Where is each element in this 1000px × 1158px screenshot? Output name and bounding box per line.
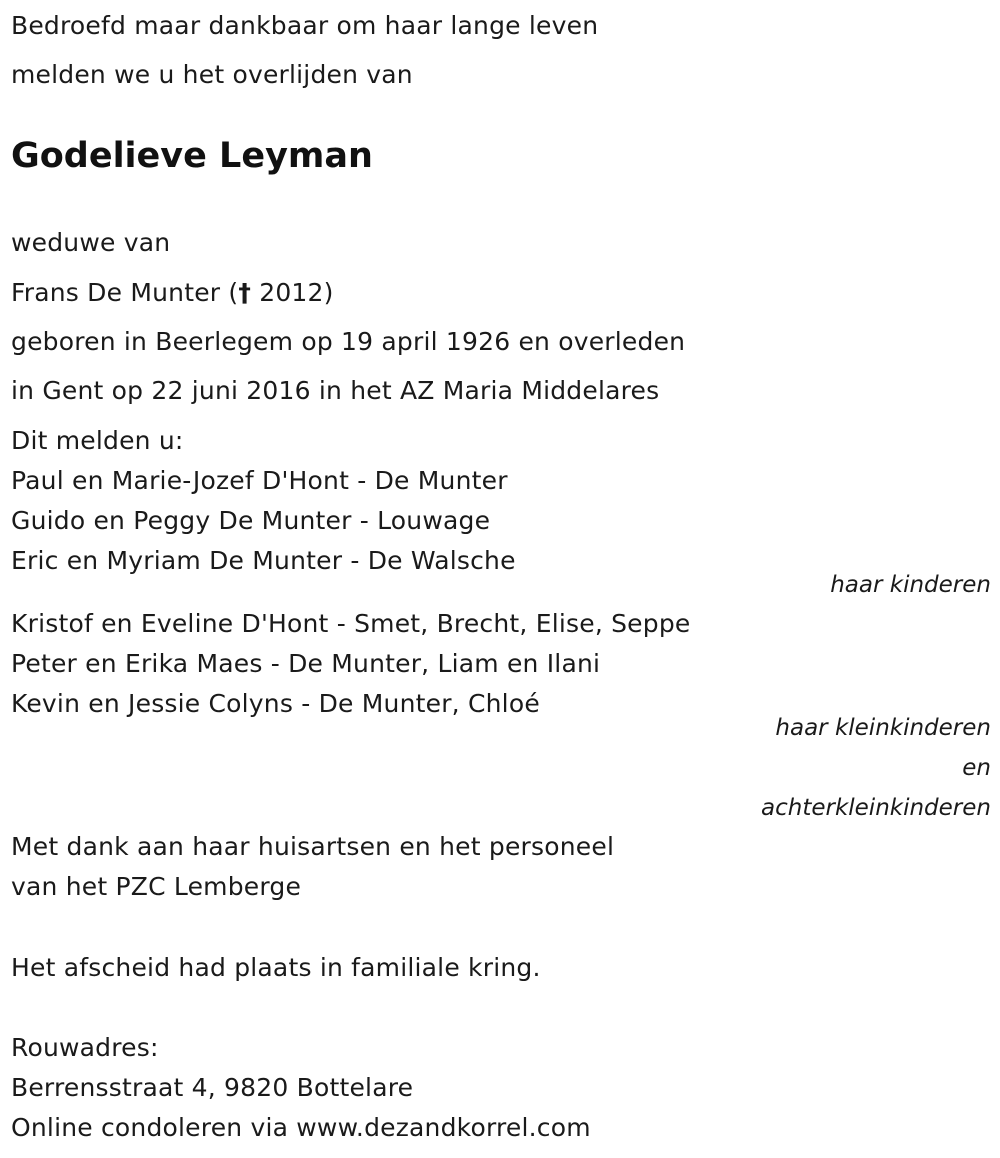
address-heading: Rouwadres: xyxy=(11,1033,159,1062)
thanks-line-2: van het PZC Lemberge xyxy=(11,872,302,901)
grandchildren-label-2: en xyxy=(962,755,991,781)
thanks-line-1: Met dank aan haar huisartsen en het personeel xyxy=(11,832,615,861)
announcers-heading: Dit melden u: xyxy=(11,426,184,455)
spouse-name: Frans De Munter ( xyxy=(11,278,239,307)
child-1: Paul en Marie-Jozef D'Hont - De Munter xyxy=(11,466,508,495)
grandchild-2: Peter en Erika Maes - De Munter, Liam en Ilani xyxy=(11,649,601,678)
children-label: haar kinderen xyxy=(830,572,991,598)
intro-line-2: melden we u het overlijden van xyxy=(11,60,413,89)
grandchildren-label-1: haar kleinkinderen xyxy=(775,715,991,741)
address-street: Berrensstraat 4, 9820 Bottelare xyxy=(11,1073,414,1102)
online-condolences: Online condoleren via www.dezandkorrel.com xyxy=(11,1113,591,1142)
grandchildren-label-3: achterkleinkinderen xyxy=(761,795,991,821)
grandchild-1: Kristof en Eveline D'Hont - Smet, Brecht, Elise, Seppe xyxy=(11,609,691,638)
child-3: Eric en Myriam De Munter - De Walsche xyxy=(11,546,516,575)
intro-line-1: Bedroefd maar dankbaar om haar lange leven xyxy=(11,11,599,40)
widow-of-label: weduwe van xyxy=(11,228,171,257)
grandchild-3: Kevin en Jessie Colyns - De Munter, Chloé xyxy=(11,689,540,718)
child-2: Guido en Peggy De Munter - Louwage xyxy=(11,506,491,535)
deceased-name: Godelieve Leyman xyxy=(11,136,373,176)
birth-death-line-2: in Gent op 22 juni 2016 in het AZ Maria Middelares xyxy=(11,376,660,405)
cross-icon: † xyxy=(238,278,252,307)
birth-death-line-1: geboren in Beerlegem op 19 april 1926 en overleden xyxy=(11,327,686,356)
spouse-line xyxy=(11,277,334,309)
farewell-text: Het afscheid had plaats in familiale kring. xyxy=(11,953,541,982)
spouse-death-year: 2012) xyxy=(251,278,334,307)
